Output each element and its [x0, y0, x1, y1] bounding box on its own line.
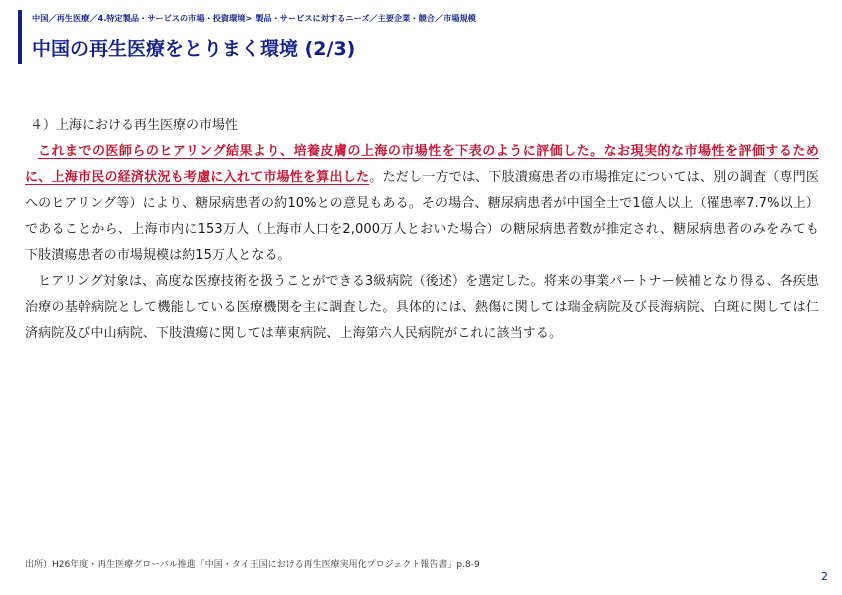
page-title: 中国の再生医療をとりまく環境 (2/3) — [32, 38, 356, 60]
breadcrumb: 中国／再生医療／4.特定製品・サービスの市場・投資環境> 製品・サービスに対するニーズ／主要企業・競合／市場規模 — [32, 13, 476, 23]
paragraph-2: ヒアリング対象は、高度な医療技術を扱うことができる3級病院（後述）を選定した。将来の事業パートナー候補となり得る、各疾患治療の基幹病院として機能している医療機関を主に調査した。具体的には、熱傷に関しては瑞金病院及び長海病院、白斑に関しては仁済病院及び中山病院、下肢潰瘍に関しては華東病院、上海第六人民病院がこれに該当する。 — [25, 274, 819, 341]
section-heading: ４）上海における再生医療の市場性 — [30, 118, 239, 133]
paragraph-1-rest: 。ただし一方では、下肢潰瘍患者の市場推定については、別の調査（専門医へのヒアリング等）により、糖尿病患者の約10%との意見もある。その場合、糖尿病患者が中国全土で1億人以上（罹患率7.7%以上）であることから、上海市内に153万人（上海市人口を2,000万人とおいた場合）の糖尿病患者数が推定され、糖尿病患者のみをみても下肢潰瘍患者の市場規模は約15万人となる。 — [25, 170, 820, 263]
page-number: 2 — [821, 570, 828, 583]
paragraph-1 — [25, 139, 819, 269]
source-note: 出所）H26年度・再生医療グローバル推進「中国・タイ王国における再生医療実用化プロジェクト報告書」p.8-9 — [25, 560, 480, 570]
title-accent-bar — [18, 10, 22, 64]
body-text — [25, 139, 819, 347]
highlighted-statement: これまでの医師らのヒアリング結果より、培養皮膚の上海の市場性を下表のように評価した。なお現実的な市場性を評価するために、上海市民の経済状況も考慮に入れて市場性を算出した — [25, 144, 819, 185]
